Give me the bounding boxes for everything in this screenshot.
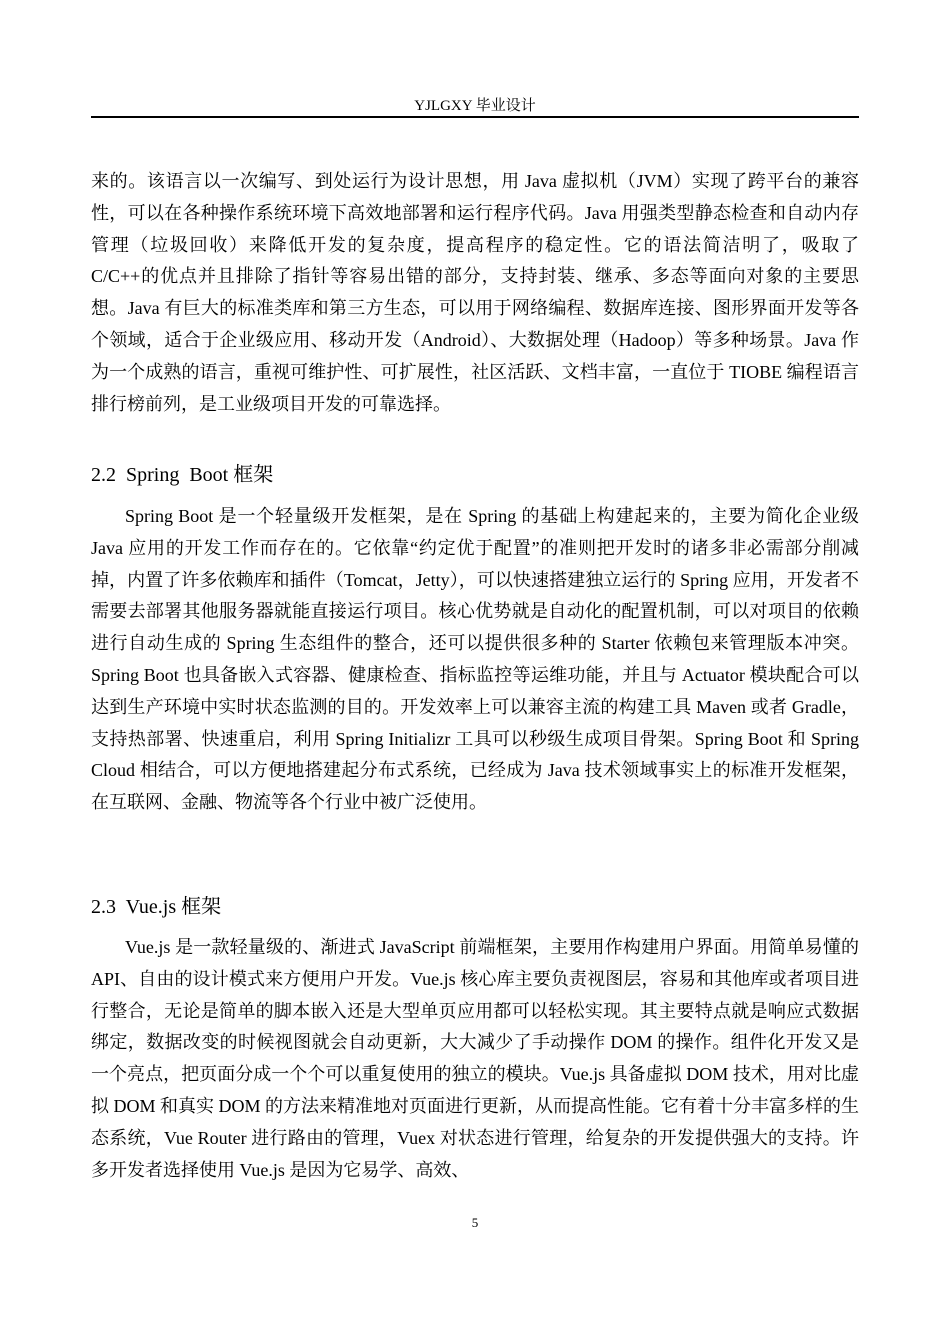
section-heading-2-3: 2.3 Vue.js 框架 <box>91 896 222 918</box>
page-number: 5 <box>471 1215 479 1230</box>
paragraph-java-intro: 来的。该语言以一次编写、到处运行为设计思想，用 Java 虚拟机（JVM）实现了跨平台的兼容性，可以在各种操作系统环境下高效地部署和运行程序代码。Java 用强类型静态检查和自动内存管理（垃圾回收）来降低开发的复杂度，提高程序的稳定性。它的语法简洁明了，吸取了 C/C++的优点并且排除了指针等容易出错的部分，支持封装、继承、多态等面向对象的主要思想。Java 有巨大的标准类库和第三方生态，可以用于网络编程、数据库连接、图形界面开发等各个领域，适合于企业级应用、移动开发（Android）、大数据处理（Hadoop）等多种场景。Java 作为一个成熟的语言，重视可维护性、可扩展性，社区活跃、文档丰富，一直位于 TIOBE 编程语言排行榜前列，是工业级项目开发的可靠选择。 <box>91 171 859 414</box>
paragraph-spring-boot: Spring Boot 是一个轻量级开发框架，是在 Spring 的基础上构建起来的，主要为简化企业级 Java 应用的开发工作而存在的。它依靠“约定优于配置”的准则把开发时的诸多非必需部分削减掉，内置了许多依赖库和插件（Tomcat，Jetty），可以快速搭建独立运行的 Spring 应用，开发者不需要去部署其他服务器就能直接运行项目。核心优势就是自动化的配置机制，可以对项目的依赖进行自动生成的 Spring 生态组件的整合，还可以提供很多种的 Starter 依赖包来管理版本冲突。Spring Boot 也具备嵌入式容器、健康检查、指标监控等运维功能，并且与 Actuator 模块配合可以达到生产环境中实时状态监测的目的。开发效率上可以兼容主流的构建工具 Maven 或者 Gradle，支持热部署、快速重启，利用 Spring Initializr 工具可以秒级生成项目骨架。Spring Boot 和 Spring Cloud 相结合，可以方便地搭建起分布式系统，已经成为 Java 技术领域事实上的标准开发框架，在互联网、金融、物流等各个行业中被广泛使用。 <box>91 506 859 813</box>
section-heading-2-2: 2.2 Spring Boot 框架 <box>91 464 274 486</box>
paragraph-vue: Vue.js 是一款轻量级的、渐进式 JavaScript 前端框架，主要用作构建用户界面。用简单易懂的 API、自由的设计模式来方便用户开发。Vue.js 核心库主要负责视图层，容易和其他库或者项目进行整合，无论是简单的脚本嵌入还是大型单页应用都可以轻松实现。其主要特点就是响应式数据绑定，数据改变的时候视图就会自动更新，大大减少了手动操作 DOM 的操作。组件化开发又是一个亮点，把页面分成一个个可以重复使用的独立的模块。Vue.js 具备虚拟 DOM 技术，用对比虚拟 DOM 和真实 DOM 的方法来精准地对页面进行更新，从而提高性能。它有着十分丰富多样的生态系统，Vue Router 进行路由的管理，Vuex 对状态进行管理，给复杂的开发提供强大的支持。许多开发者选择使用 Vue.js 是因为它易学、高效、 <box>91 937 860 1180</box>
running-header: YJLGXY 毕业设计 <box>414 98 536 114</box>
header-rule <box>91 116 859 118</box>
